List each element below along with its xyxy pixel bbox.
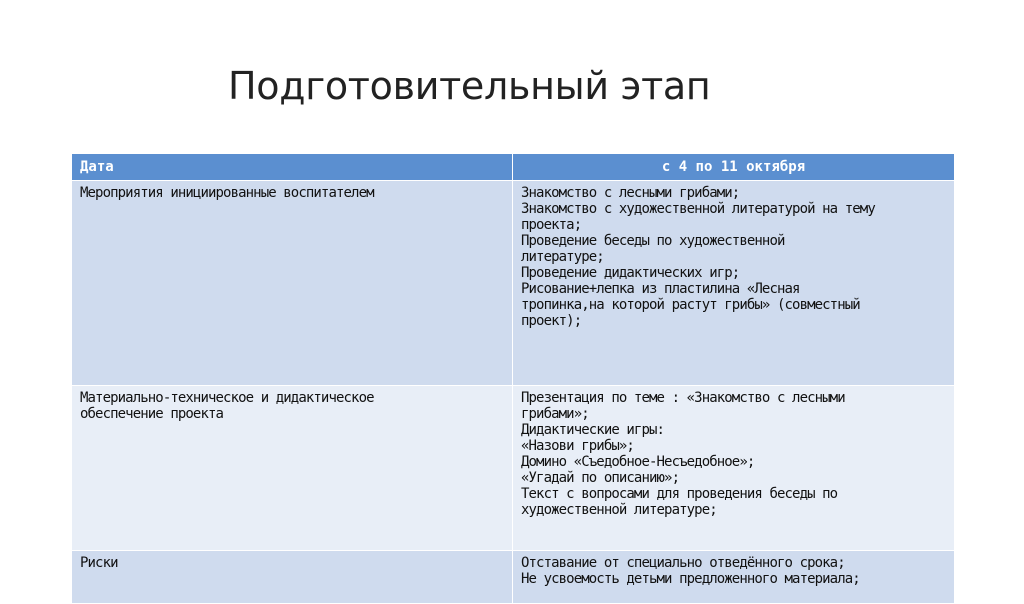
cell-line: литературе; [521,249,604,265]
cell-line: проекта; [521,217,582,233]
row-label-risks [72,551,513,604]
cell-line: проект); [521,313,582,329]
row-content-materials [513,386,955,551]
cell-line: Отставание от специально отведённого срока; [521,555,845,571]
header-date-range: с 4 по 11 октября [513,154,955,181]
cell-line: Знакомство с лесными грибами; [521,185,740,201]
row-content-risks [513,551,955,604]
table-header-row [72,154,955,181]
header-date: Дата [72,154,513,181]
cell-line: Домино «Съедобное-Несъедобное»; [521,454,755,470]
cell-line: Проведение дидактических игр; [521,265,740,281]
cell-line: грибами»; [521,406,589,422]
cell-line: Проведение беседы по художественной [521,233,785,249]
cell-line: Рисование+лепка из пластилина «Лесная [521,281,800,297]
cell-line: тропинка,на которой растут грибы» (совместный [521,297,860,313]
cell-line: Презентация по теме : «Знакомство с лесными [521,390,845,406]
table-row [72,386,955,551]
cell-line: «Назови грибы»; [521,438,634,454]
cell-line: Мероприятия инициированные воспитателем [80,185,374,201]
cell-line: Не усвоемость детьми предложенного материала; [521,571,860,587]
slide-title: Подготовительный этап [228,64,711,108]
table-row [72,181,955,386]
row-label-materials [72,386,513,551]
cell-line: «Угадай по описанию»; [521,470,680,486]
cell-line: художественной литературе; [521,502,717,518]
row-label-activities [72,181,513,386]
table-row [72,551,955,604]
cell-line: Дидактические игры: [521,422,665,438]
row-content-activities [513,181,955,386]
cell-line: Материально-техническое и дидактическое [80,390,374,406]
cell-line: Знакомство с художественной литературой на тему [521,201,875,217]
cell-line: Текст с вопросами для проведения беседы по [521,486,838,502]
project-stage-table [71,153,955,604]
cell-line: Риски [80,555,118,571]
cell-line: обеспечение проекта [80,406,224,422]
